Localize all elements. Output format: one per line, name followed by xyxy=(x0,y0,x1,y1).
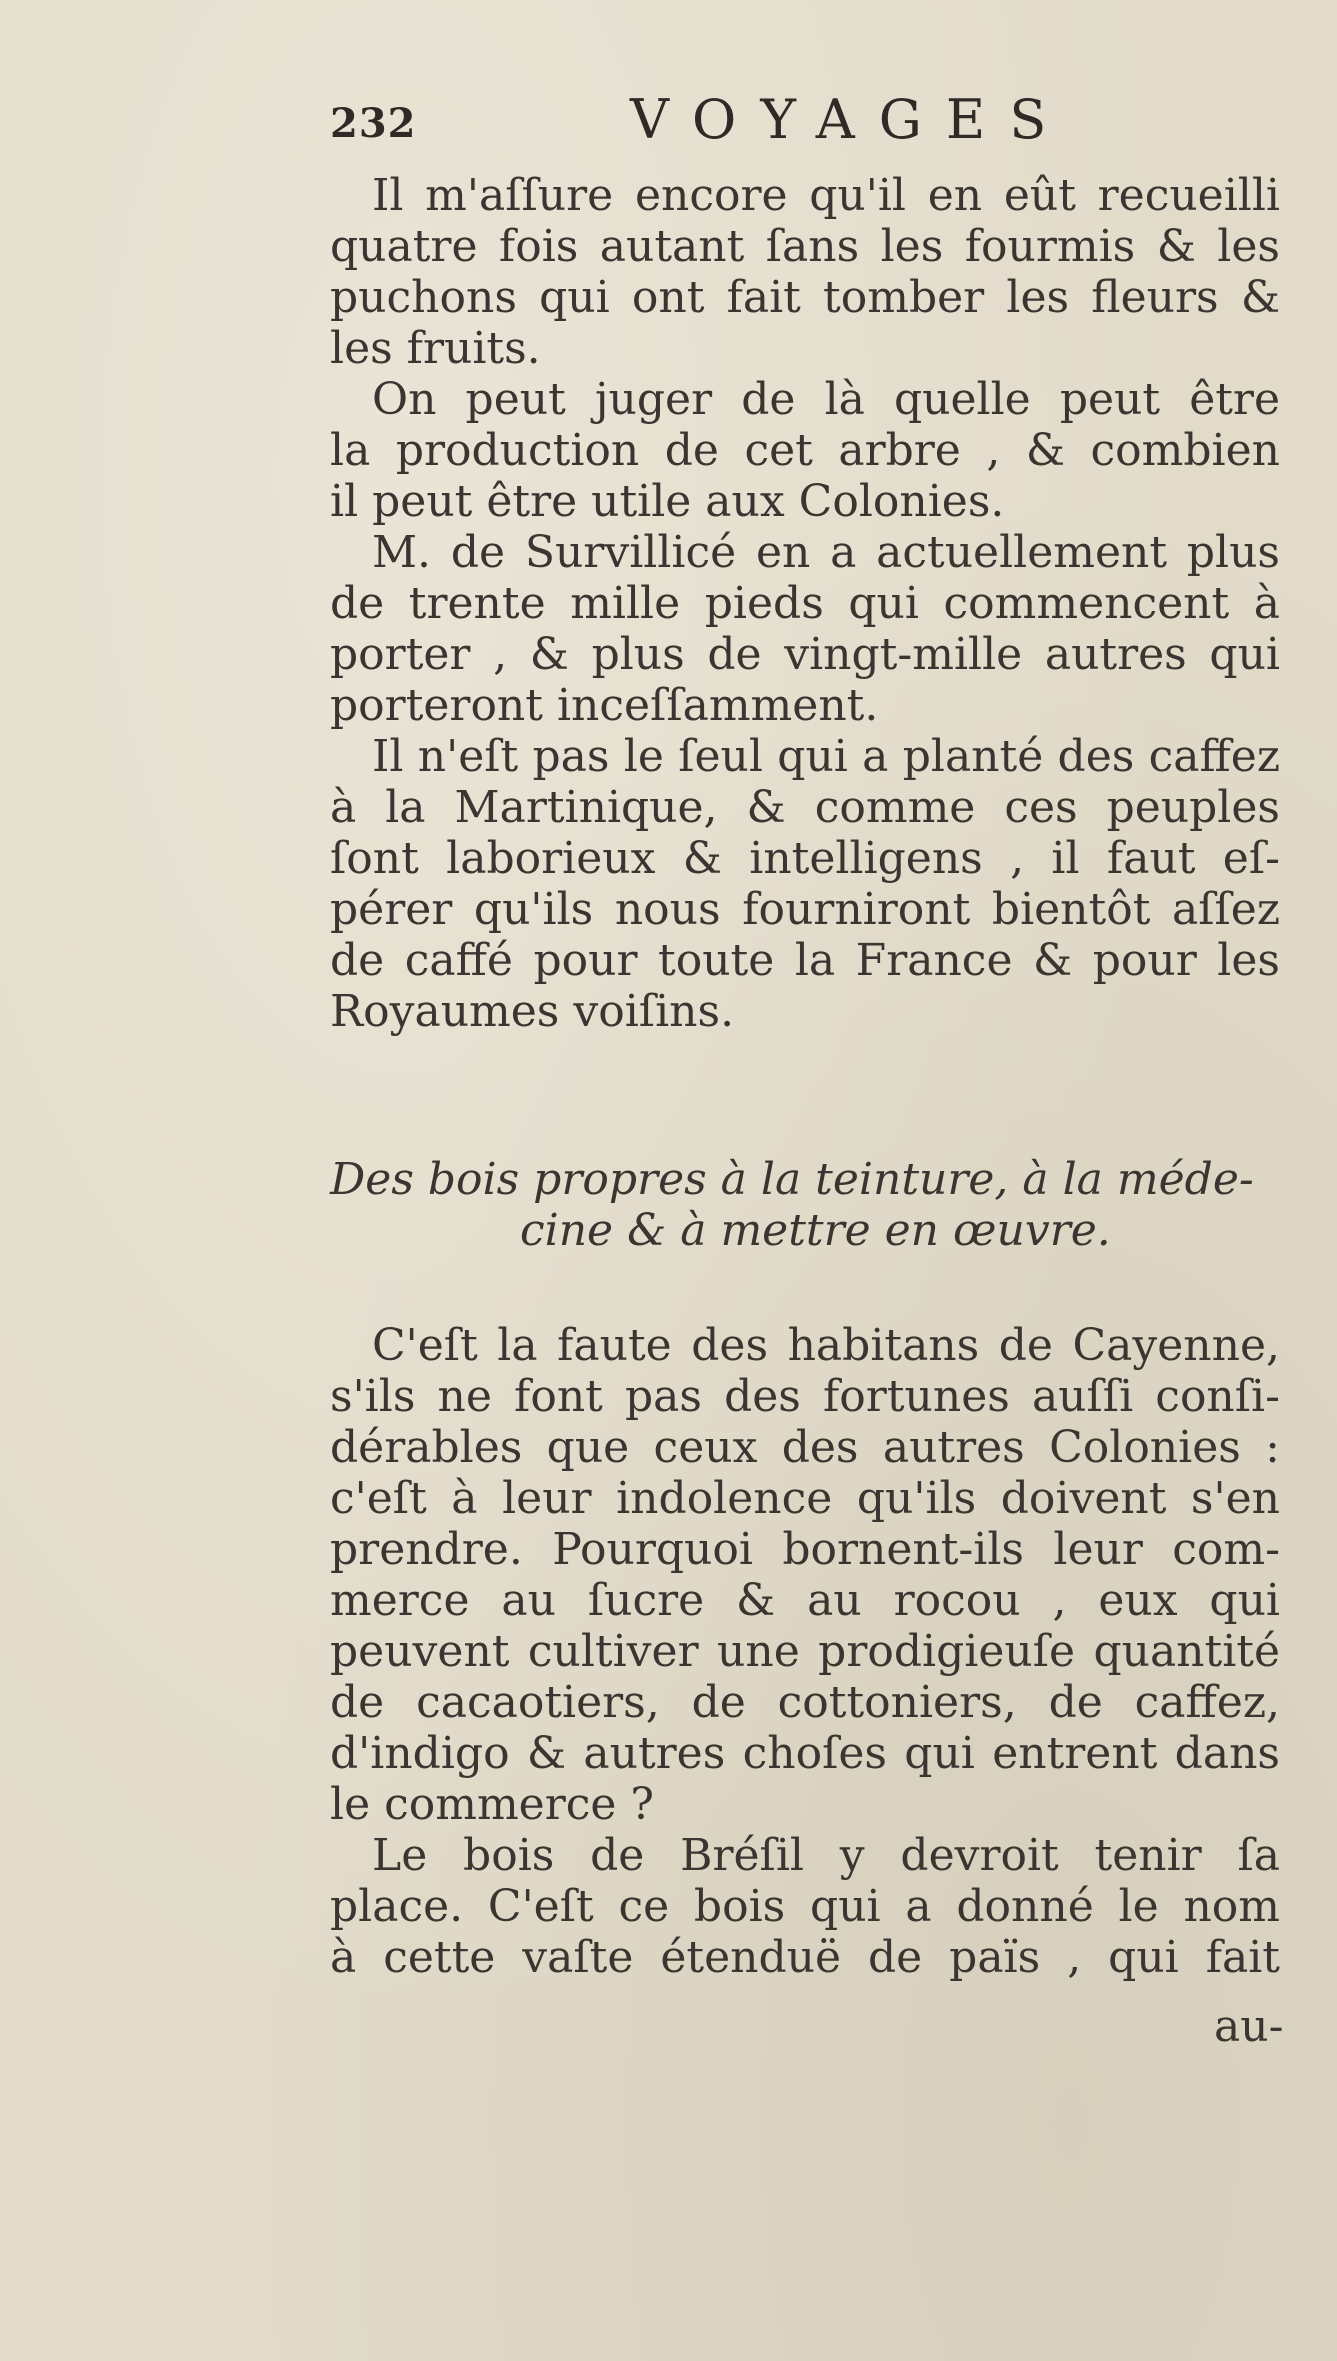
text-line: prendre. Pourquoi bornent-ils leur com- xyxy=(330,1524,1280,1575)
text-line: c'eſt à leur indolence qu'ils doivent s'en xyxy=(330,1473,1280,1524)
page-number: 232 xyxy=(330,100,417,147)
text-line: place. C'eſt ce bois qui a donné le nom xyxy=(330,1881,1280,1932)
text-line: à la Martinique, & comme ces peuples xyxy=(330,782,1280,833)
text-line: merce au ſucre & au rocou , eux qui xyxy=(330,1575,1280,1626)
text-line: porter , & plus de vingt-mille autres qui xyxy=(330,629,1280,680)
body-text-bottom xyxy=(330,1320,1280,1983)
text-line: ſont laborieux & intelligens , il faut eſ- xyxy=(330,833,1280,884)
text-line: s'ils ne font pas des fortunes auſſi conſi- xyxy=(330,1371,1280,1422)
text-line: de caffé pour toute la France & pour les xyxy=(330,935,1280,986)
section-heading xyxy=(330,1152,1280,1254)
text-line: puchons qui ont fait tomber les fleurs & xyxy=(330,272,1280,323)
section-heading-line: cine & à mettre en œuvre. xyxy=(520,1205,1111,1256)
running-title: VOYAGES xyxy=(630,88,1071,151)
text-line: de trente mille pieds qui commencent à xyxy=(330,578,1280,629)
text-line: Il n'eſt pas le ſeul qui a planté des caffez xyxy=(372,731,1280,782)
text-line: porteront inceſſamment. xyxy=(330,680,879,731)
text-line: il peut être utile aux Colonies. xyxy=(330,476,1005,527)
text-line: peuvent cultiver une prodigieuſe quantité xyxy=(330,1626,1280,1677)
text-line: dérables que ceux des autres Colonies : xyxy=(330,1422,1280,1473)
text-line: On peut juger de là quelle peut être xyxy=(372,374,1280,425)
text-line: Royaumes voiſins. xyxy=(330,986,735,1037)
page-header xyxy=(330,88,1071,158)
text-line: le commerce ? xyxy=(330,1779,655,1830)
text-line: de cacaotiers, de cottoniers, de caffez, xyxy=(330,1677,1280,1728)
catchword: au- xyxy=(1214,2001,1284,2052)
text-line: M. de Survillicé en a actuellement plus xyxy=(372,527,1280,578)
text-line: d'indigo & autres choſes qui entrent dans xyxy=(330,1728,1280,1779)
text-line: la production de cet arbre , & combien xyxy=(330,425,1280,476)
text-line: quatre fois autant ſans les fourmis & les xyxy=(330,221,1280,272)
text-line: C'eſt la faute des habitans de Cayenne, xyxy=(372,1320,1280,1371)
body-text-top xyxy=(330,170,1280,1037)
text-line: Le bois de Bréſil y devroit tenir ſa xyxy=(372,1830,1280,1881)
text-line: Il m'aſſure encore qu'il en eût recueilli xyxy=(372,170,1280,221)
section-heading-line: Des bois propres à la teinture, à la méde- xyxy=(330,1154,1254,1205)
text-line: à cette vaſte étenduë de païs , qui fait xyxy=(330,1932,1280,1983)
text-line: pérer qu'ils nous fourniront bientôt aſſez xyxy=(330,884,1280,935)
text-line: les fruits. xyxy=(330,323,541,374)
